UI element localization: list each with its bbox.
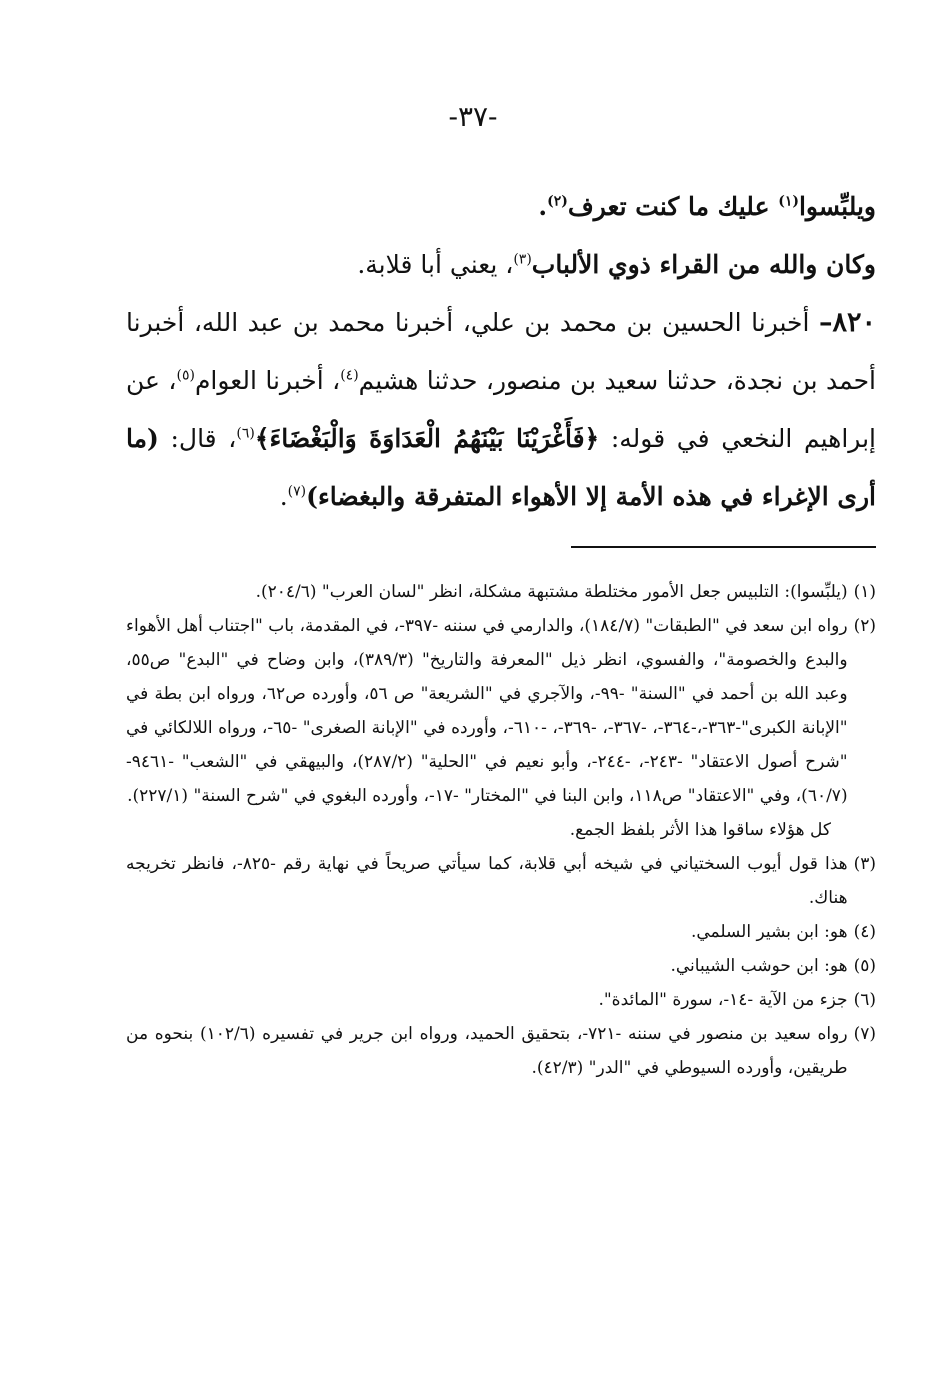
footnote-ref-4[interactable]: (٤) [340,367,359,384]
footnote-3 [126,847,876,915]
main-line-1 [126,178,876,236]
page-number: -٣٧- [448,100,498,133]
main-line-2-rest: ، يعني أبا قلابة. [357,250,514,279]
footnote-ref-3[interactable]: (٣) [513,251,532,268]
main-line-2-text: وكان والله من القراء ذوي الألباب [531,250,876,279]
paragraph-number: ٨٢٠– [818,307,876,338]
main-paragraph [126,294,876,526]
main-line-2 [126,236,876,294]
footnote-6 [126,983,876,1017]
footnote-divider [571,546,876,548]
footnote-4 [126,915,876,949]
footnote-number: (٦) [853,990,876,1010]
footnote-number: (٧) [853,1024,876,1044]
footnote-text: هذا قول أيوب السختياني في شيخه أبي قلابة، كما سيأتي صريحاً في نهاية رقم -٨٢٥-، فانظر تخريجه هناك. [126,854,848,908]
paragraph-text-3: ، عن إبراهيم النخعي في قوله: [126,366,876,453]
footnote-text: (يلبِّسوا): التلبيس جعل الأمور مختلطة مشتبهة مشكلة، انظر "لسان العرب" (٢٠٤/٦). [255,582,848,602]
paragraph-end: . [279,482,288,511]
footnote-text: جزء من الآية -١٤-، سورة "المائدة". [598,990,848,1010]
footnote-ref-2[interactable]: (٢) [547,193,568,210]
quote-text: (ما أرى الإغراء في هذه الأمة إلا الأهواء المتفرقة والبغضاء) [126,424,876,511]
footnote-number: (٢) [853,616,876,636]
footnote-text: رواه سعيد بن منصور في سننه -٧٢١-، بتحقيق الحميد، ورواه ابن جرير في تفسيره (١٠٢/٦) بنحوه من طريقين، وأورده السيوطي في "الدر" (٤٢/٣). [126,1024,848,1078]
footnote-text: هو: ابن بشير السلمي. [690,922,848,942]
footnote-2-extra: كل هؤلاء ساقوا هذا الأثر بلفظ الجمع. [569,820,831,840]
main-line-1-end: . [538,192,548,221]
paragraph-text-2: ، أخبرنا العوام [194,366,341,395]
footnote-number: (١) [853,582,876,602]
quran-verse: ﴿فَأَغْرَيْنَا بَيْنَهُمُ الْعَدَاوَةَ وَالْبَغْضَاءَ﴾ [254,424,600,453]
footnote-ref-7[interactable]: (٧) [287,483,307,500]
footnote-number: (٤) [853,922,876,942]
footnote-ref-6[interactable]: (٦) [236,425,255,442]
footnote-7 [126,1017,876,1085]
main-text [126,178,876,526]
footnote-2 [126,609,876,813]
footnotes [126,575,876,1085]
paragraph-text-4: ، قال: [158,424,237,453]
footnote-number: (٥) [853,956,876,976]
main-line-1-text: ويلبِّسوا [798,192,876,221]
paragraph-text-1: أخبرنا الحسين بن محمد بن علي، أخبرنا محمد بن عبد الله، أخبرنا أحمد بن نجدة، حدثنا سعيد بن منصور، حدثنا هشيم [126,308,876,395]
footnote-5 [126,949,876,983]
main-line-1-text-2: عليك ما كنت تعرف [567,192,779,221]
footnote-number: (٣) [853,854,876,874]
footnote-1 [126,575,876,609]
footnote-ref-5[interactable]: (٥) [176,367,195,384]
footnote-ref-1[interactable]: (١) [778,193,799,210]
footnote-text: هو: ابن حوشب الشيباني. [670,956,848,976]
footnote-text: رواه ابن سعد في "الطبقات" (١٨٤/٧)، والدارمي في سننه -٣٩٧-، في المقدمة، باب "اجتناب أهل الأهواء والبدع والخصومة"، والفسوي، انظر ذيل "المعرفة والتاريخ" (٣٨٩/٣)، وابن وضاح في "البدع" ص٥٥، وعبد الله بن أحمد في "السنة" -٩٩-، والآجري في "الشريعة" ص ٥٦، وأورده ص٦٢، ورواه ابن بطة في "الإبانة الكبرى"-٣٦٣-،-٣٦٤-، -٣٦٧-، -٣٦٩-، -٦١٠-، وأورده في "الإبانة الصغرى" -٦٥-، ورواه اللالكائي في "شرح أصول الاعتقاد" -٢٤٣-، -٢٤٤-، وأبو نعيم في "الحلية" (٢٨٧/٢)، والبيهقي في "الشعب" -٩٤٦١- (٦٠/٧)، وفي "الاعتقاد" ص١١٨، وابن البنا في "المختار" -١٧-، وأورده البغوي في "شرح السنة" (٢٢٧/١). [126,616,848,806]
